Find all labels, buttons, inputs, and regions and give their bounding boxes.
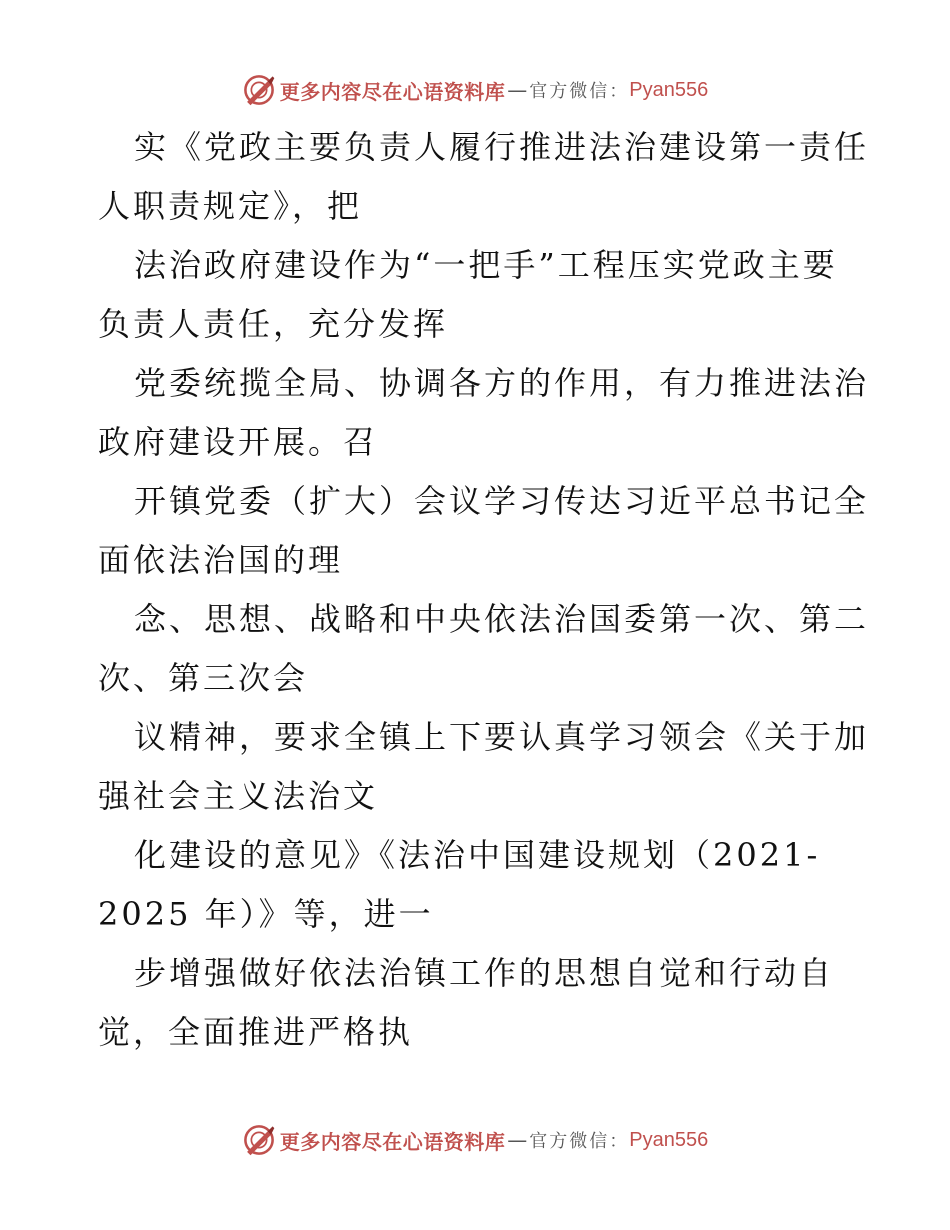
text-line: 开镇党委（扩大）会议学习传达习近平总书记全	[134, 482, 870, 520]
footer-banner	[0, 1120, 950, 1160]
text-line: 念、思想、战略和中央依法治国委第一次、第二	[134, 600, 870, 638]
text-line: 2025 年）》等，进一	[98, 895, 434, 933]
footer-title: 更多内容尽在心语资料库	[279, 1129, 506, 1154]
header-title: 更多内容尽在心语资料库	[279, 79, 506, 104]
pen-logo-icon	[242, 1123, 276, 1157]
header-wechat-id: Pyan556	[629, 78, 709, 101]
text-line: 强社会主义法治文	[98, 777, 379, 815]
text-line: 化建设的意见》《法治中国建设规划（2021-	[134, 836, 821, 874]
header-banner	[0, 70, 950, 110]
text-line: 觉，全面推进严格执	[98, 1013, 414, 1051]
footer-wechat-id: Pyan556	[629, 1128, 709, 1151]
text-line: 面依法治国的理	[98, 541, 344, 579]
text-line: 实《党政主要负责人履行推进法治建设第一责任	[134, 128, 870, 166]
text-line: 人职责规定》，把	[98, 187, 363, 225]
document-body	[98, 118, 870, 1062]
header-dash: —	[507, 78, 528, 102]
header-label: 官方微信：	[529, 81, 630, 102]
text-line: 步增强做好依法治镇工作的思想自觉和行动自	[134, 954, 835, 992]
text-line: 法治政府建设作为“一把手”工程压实党政主要	[134, 246, 838, 284]
text-line: 议精神，要求全镇上下要认真学习领会《关于加	[134, 718, 870, 756]
pen-logo-icon	[242, 73, 276, 107]
text-line: 政府建设开展。召	[98, 423, 379, 461]
text-line: 次、第三次会	[98, 659, 309, 697]
text-line: 党委统揽全局、协调各方的作用，有力推进法治	[134, 364, 870, 402]
footer-dash: —	[507, 1128, 528, 1152]
text-line: 负责人责任，充分发挥	[98, 305, 449, 343]
footer-label: 官方微信：	[529, 1131, 630, 1152]
